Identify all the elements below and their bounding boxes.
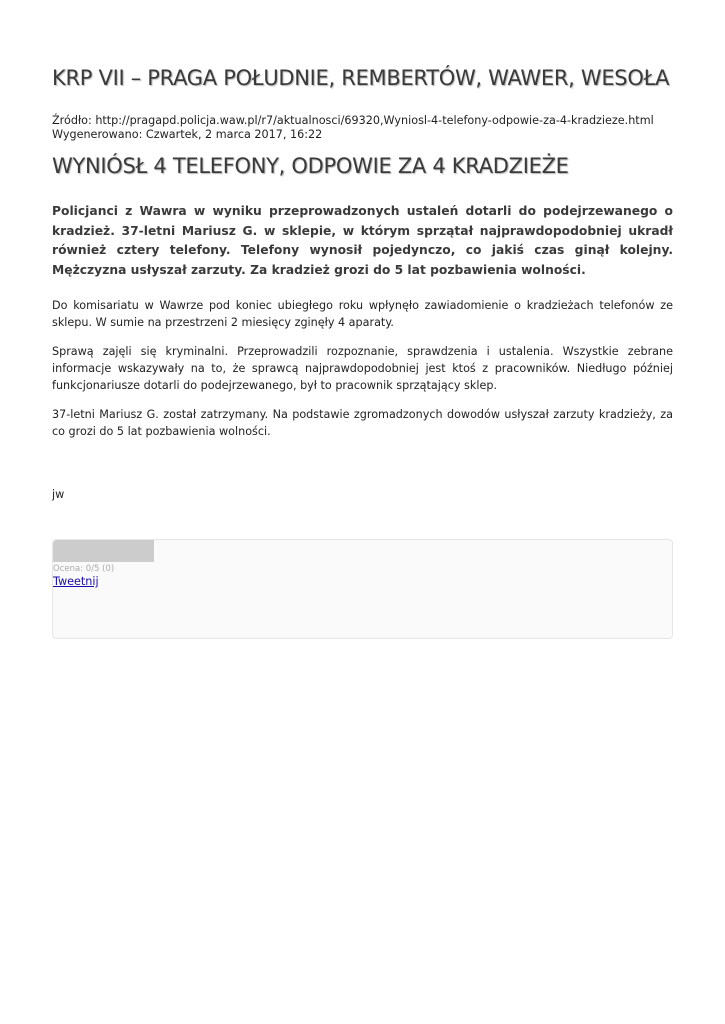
rating-text: Ocena: 0/5 (0) [53, 564, 115, 574]
author-signature: jw [52, 488, 65, 501]
article-paragraph: Sprawą zajęli się kryminalni. Przeprowadzili rozpoznanie, sprawdzenia i ustalenia. Wszystkie zebrane informacje wskazywały na to, że sprawcą najprawdopodobniej jest ktoś z pracowników. Niedługo później funkcjonariusze dotarli do podejrzewanego, był to pracownik sprzątający sklep. [52, 345, 673, 392]
article-paragraph: Do komisariatu w Wawrze pod koniec ubiegłego roku wpłynęło zawiadomienie o kradzieżach telefonów ze sklepu. W sumie na przestrzeni 2 miesięcy zginęły 4 aparaty. [52, 299, 673, 329]
generated-date: Wygenerowano: Czwartek, 2 marca 2017, 16:22 [52, 128, 323, 141]
article-lead: Policjanci z Wawra w wyniku przeprowadzonych ustaleń dotarli do podejrzewanego o kradzież. 37-letni Mariusz G. w sklepie, w którym sprzątał najprawdopodobniej ukradł również cztery telefony. Telefony wynosił pojedynczo, co jakiś czas ginął kolejny. Mężczyzna usłyszał zarzuty. Za kradzież grozi do 5 lat pozbawienia wolności. [52, 204, 673, 277]
source-url: Źródło: http://pragapd.policja.waw.pl/r7/aktualnosci/69320,Wyniosl-4-telefony-odpowie-za-4-kradzieze.html [52, 114, 654, 127]
document-meta [52, 114, 654, 142]
rating-stars-bar[interactable] [53, 540, 154, 562]
article-title: WYNIÓSŁ 4 TELEFONY, ODPOWIE ZA 4 KRADZIEŻE [52, 154, 569, 178]
article-paragraph: 37-letni Mariusz G. został zatrzymany. Na podstawie zgromadzonych dowodów usłyszał zarzuty kradzieży, za co grozi do 5 lat pozbawienia wolności. [52, 408, 673, 438]
rating-box [52, 539, 673, 639]
unit-title: KRP VII – PRAGA POŁUDNIE, REMBERTÓW, WAWER, WESOŁA [52, 66, 670, 90]
tweet-link[interactable]: Tweetnij [53, 575, 99, 588]
article-body [52, 297, 673, 452]
